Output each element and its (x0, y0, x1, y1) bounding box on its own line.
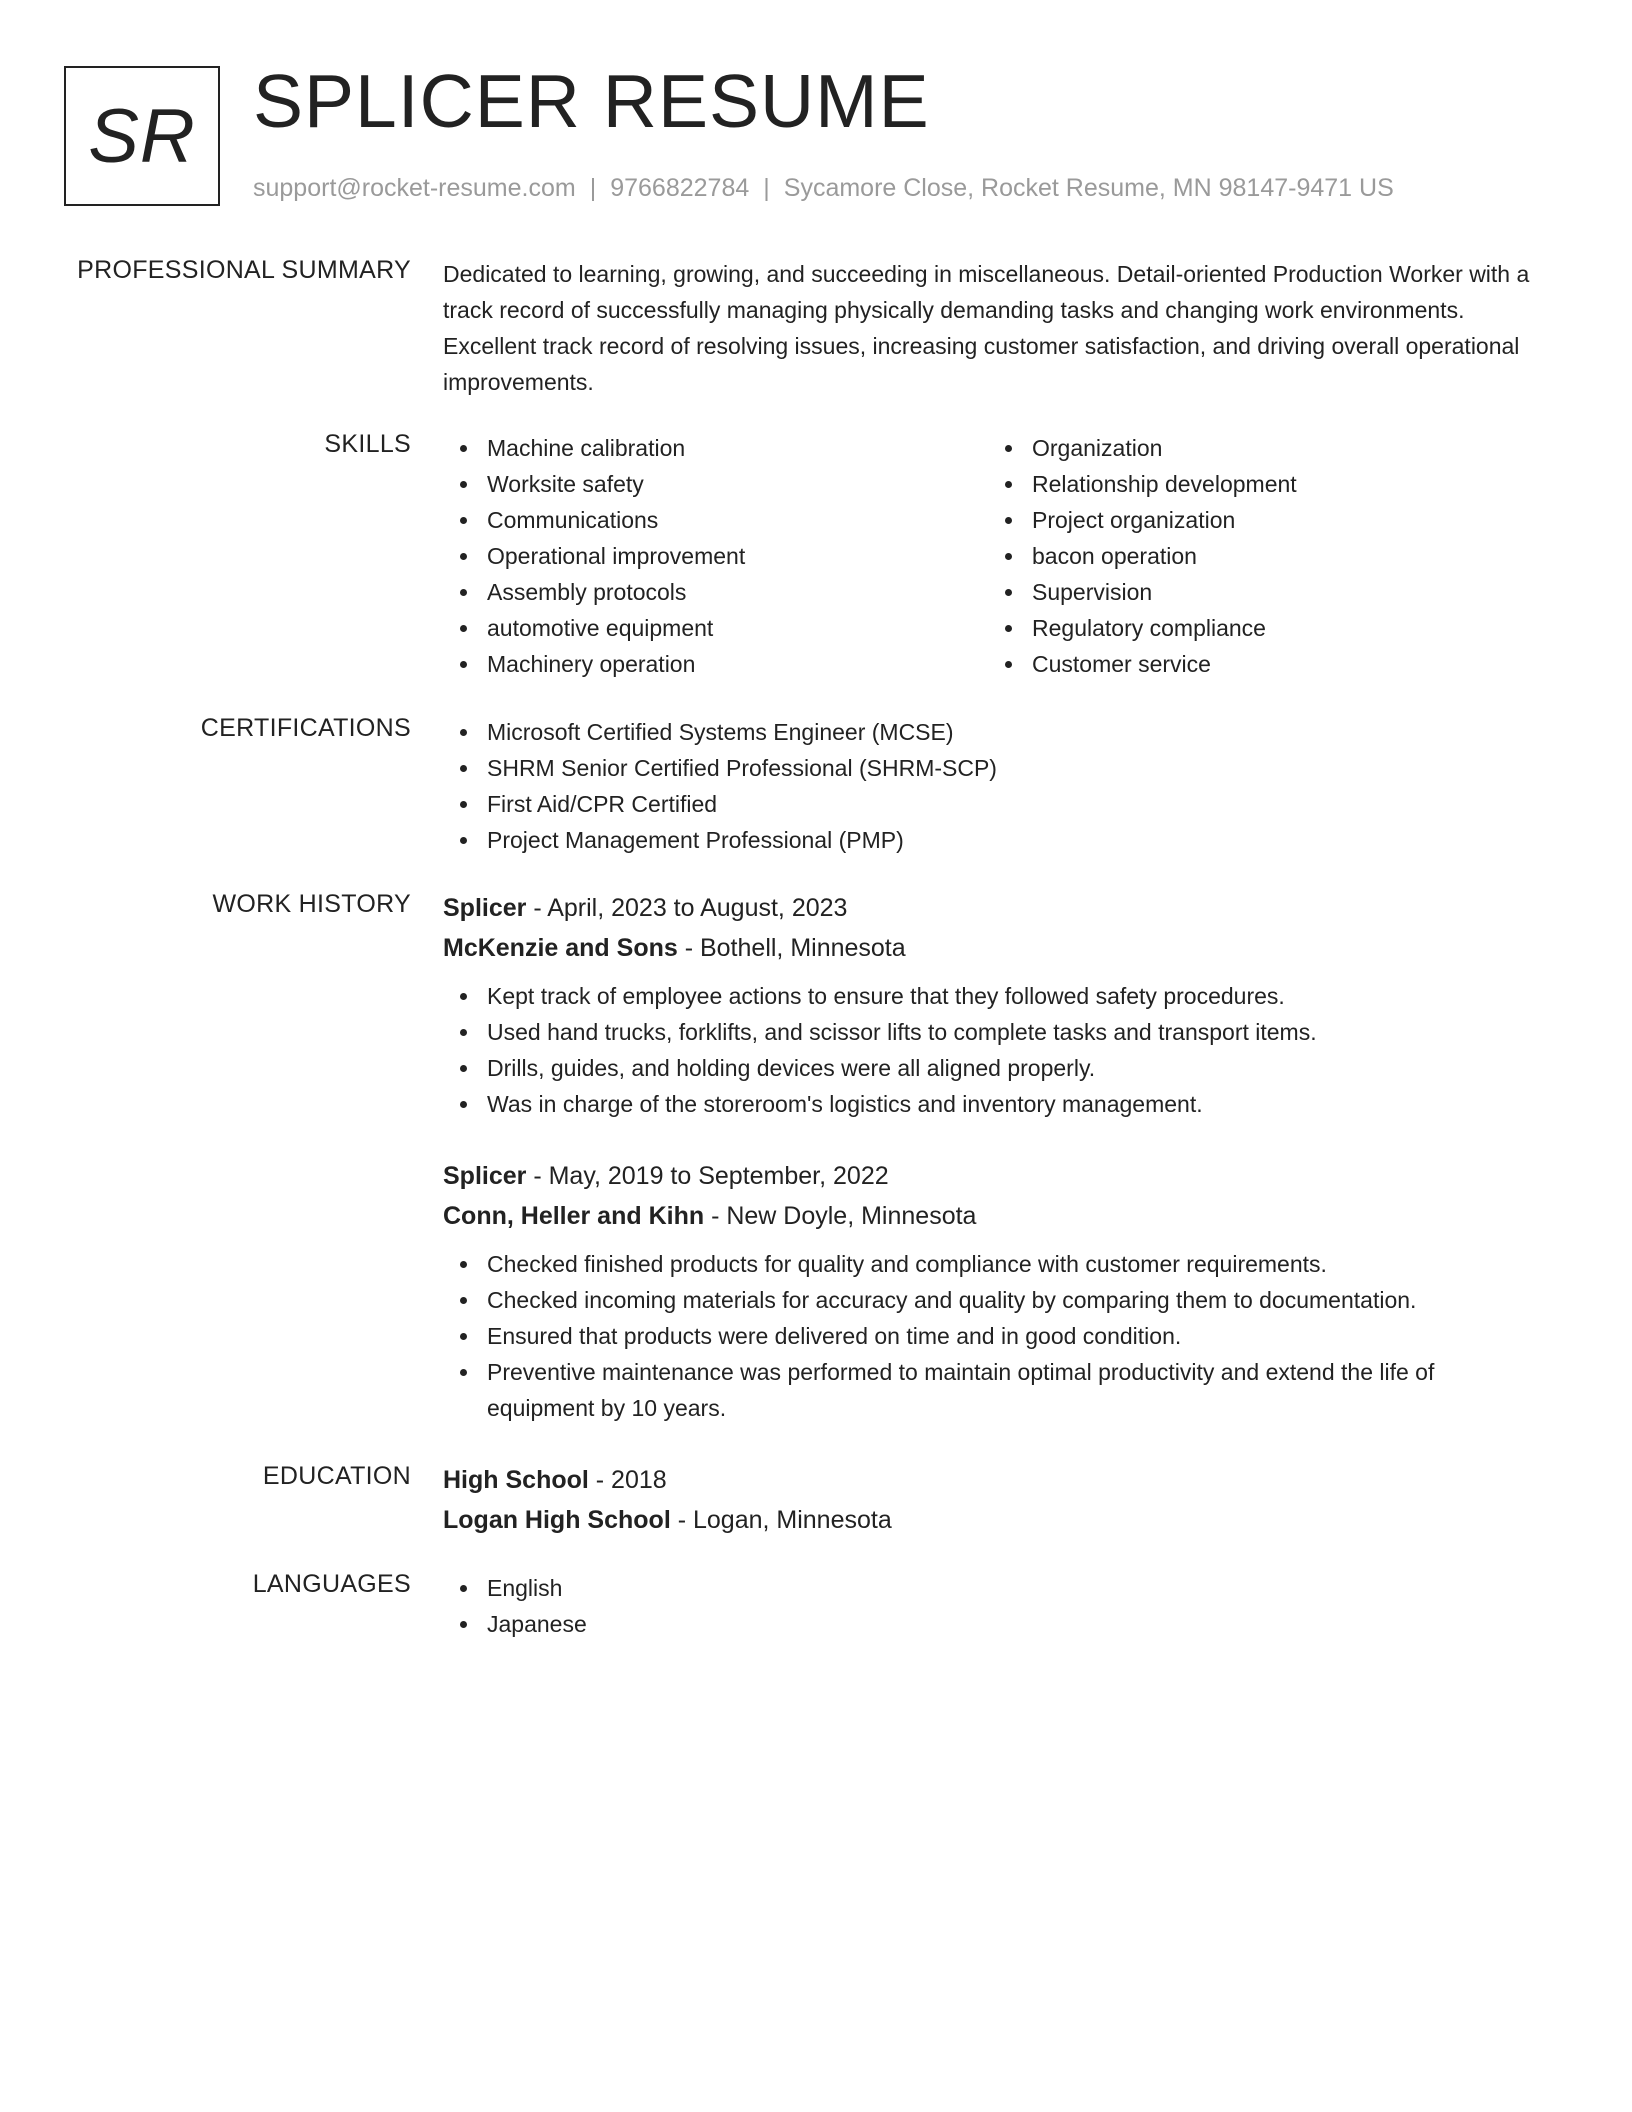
monogram-initials: SR (88, 93, 196, 179)
languages-section (443, 1570, 1543, 1642)
job-entry (443, 1156, 1543, 1426)
education-year: - 2018 (588, 1466, 667, 1494)
job-duty-item: Drills, guides, and holding devices were all aligned properly. (443, 1050, 1543, 1086)
education-heading: EDUCATION (262, 1462, 411, 1490)
skill-item: bacon operation (988, 538, 1533, 574)
language-item: Japanese (443, 1606, 1543, 1642)
certifications-section (443, 714, 1543, 858)
education-school-line (443, 1500, 1543, 1540)
job-title-line (443, 888, 1543, 928)
job-title: Splicer (443, 1162, 527, 1190)
work-history-section (443, 888, 1543, 1426)
skill-item: Relationship development (988, 466, 1533, 502)
skills-right-list (988, 430, 1533, 682)
certification-item: Microsoft Certified Systems Engineer (MCSE) (443, 714, 1543, 750)
skill-item: Operational improvement (443, 538, 988, 574)
skills-heading: SKILLS (324, 430, 411, 458)
certification-item: Project Management Professional (PMP) (443, 822, 1543, 858)
language-item: English (443, 1570, 1543, 1606)
skill-item: Supervision (988, 574, 1533, 610)
skill-item: Assembly protocols (443, 574, 988, 610)
monogram-box (64, 66, 220, 206)
contact-separator: | (763, 174, 770, 202)
job-duty-item: Used hand trucks, forklifts, and scissor lifts to complete tasks and transport items. (443, 1014, 1543, 1050)
job-duty-item: Ensured that products were delivered on time and in good condition. (443, 1318, 1543, 1354)
skill-item: Organization (988, 430, 1533, 466)
job-duty-item: Kept track of employee actions to ensure that they followed safety procedures. (443, 978, 1543, 1014)
skill-item: Customer service (988, 646, 1533, 682)
job-title-line (443, 1156, 1543, 1196)
languages-heading: LANGUAGES (252, 1570, 411, 1598)
summary-text: Dedicated to learning, growing, and succeeding in miscellaneous. Detail-oriented Production Worker with a track record of successfully managing physically demanding tasks and changing work environments. Excellent track record of resolving issues, increasing customer satisfaction, and driving overall operational improvements. (443, 261, 1530, 395)
contact-line (253, 174, 1394, 203)
skill-item: Worksite safety (443, 466, 988, 502)
contact-separator: | (589, 174, 597, 202)
education-school: Logan High School (443, 1506, 671, 1534)
skills-section (443, 430, 1543, 682)
job-dates: - May, 2019 to September, 2022 (526, 1162, 889, 1190)
job-company: Conn, Heller and Kihn (443, 1202, 705, 1230)
job-entry (443, 888, 1543, 1122)
job-location: - Bothell, Minnesota (677, 934, 906, 962)
skills-grid (443, 430, 1543, 682)
certification-item: First Aid/CPR Certified (443, 786, 1543, 822)
resume-name: SPLICER RESUME (253, 59, 930, 143)
skill-item: Machine calibration (443, 430, 988, 466)
skills-left-list (443, 430, 988, 682)
job-duty-item: Checked finished products for quality and compliance with customer requirements. (443, 1246, 1543, 1282)
skill-item: Regulatory compliance (988, 610, 1533, 646)
job-duties-list (443, 1246, 1543, 1426)
education-degree: High School (443, 1466, 589, 1494)
summary-heading: PROFESSIONAL SUMMARY (77, 256, 411, 284)
job-title: Splicer (443, 894, 527, 922)
job-duty-item: Preventive maintenance was performed to maintain optimal productivity and extend the life of equipment by 10 years. (443, 1354, 1543, 1426)
job-company-line (443, 1196, 1543, 1236)
education-degree-line (443, 1460, 1543, 1500)
contact-phone: 9766822784 (610, 174, 750, 202)
summary-section (443, 256, 1543, 400)
work-history-heading: WORK HISTORY (212, 890, 411, 918)
skill-item: automotive equipment (443, 610, 988, 646)
job-company-line (443, 928, 1543, 968)
certifications-heading: CERTIFICATIONS (200, 714, 411, 742)
contact-address: Sycamore Close, Rocket Resume, MN 98147-9471 US (783, 174, 1394, 202)
job-location: - New Doyle, Minnesota (704, 1202, 977, 1230)
skill-item: Project organization (988, 502, 1533, 538)
certifications-list (443, 714, 1543, 858)
job-dates: - April, 2023 to August, 2023 (526, 894, 848, 922)
skill-item: Machinery operation (443, 646, 988, 682)
job-duty-item: Was in charge of the storeroom's logistics and inventory management. (443, 1086, 1543, 1122)
education-section (443, 1460, 1543, 1540)
certification-item: SHRM Senior Certified Professional (SHRM-SCP) (443, 750, 1543, 786)
contact-email: support@rocket-resume.com (253, 174, 576, 202)
job-duties-list (443, 978, 1543, 1122)
education-location: - Logan, Minnesota (670, 1506, 892, 1534)
skill-item: Communications (443, 502, 988, 538)
languages-list (443, 1570, 1543, 1642)
job-company: McKenzie and Sons (443, 934, 678, 962)
job-duty-item: Checked incoming materials for accuracy and quality by comparing them to documentation. (443, 1282, 1543, 1318)
